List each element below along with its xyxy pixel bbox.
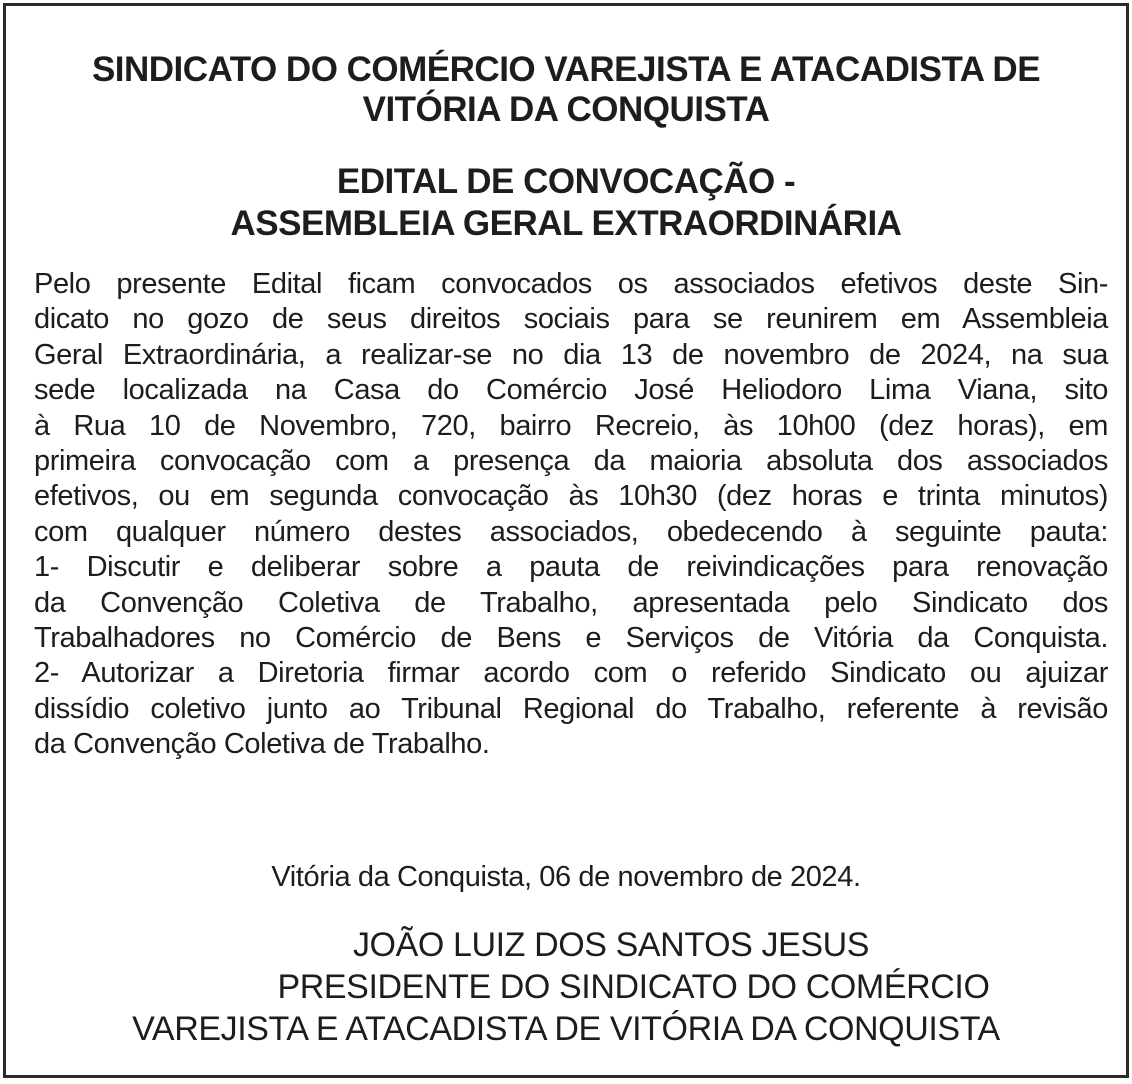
organization-title-line-2: VITÓRIA DA CONQUISTA xyxy=(362,90,770,129)
edital-title-line-1: EDITAL DE CONVOCAÇÃO - xyxy=(336,162,796,201)
agenda-item-1-line: 1- Discutir e deliberar sobre a pauta de reivindicações para renovação xyxy=(34,551,1108,584)
body-line: Pelo presente Edital ficam convocados os associados efetivos deste Sin- xyxy=(34,268,1108,300)
body-line: com qualquer número destes associados, obedecendo à seguinte pauta: xyxy=(34,515,1108,548)
agenda-item-2-line: 2- Autorizar a Diretoria firmar acordo com o referido Sindicato ou ajuizar xyxy=(34,657,1108,690)
body-line: primeira convocação com a presença da maioria absoluta dos associados xyxy=(34,445,1108,478)
agenda-item-2-line: da Convenção Coletiva de Trabalho. xyxy=(34,728,490,761)
place-and-date: Vitória da Conquista, 06 de novembro de 2024. xyxy=(271,861,861,893)
edital-title-line-2: ASSEMBLEIA GERAL EXTRAORDINÁRIA xyxy=(230,204,902,243)
convocation-body xyxy=(34,267,1108,763)
agenda-item-1-line: da Convenção Coletiva de Trabalho, apresentada pelo Sindicato dos xyxy=(34,586,1108,619)
signatory-name: JOÃO LUIZ DOS SANTOS JESUS xyxy=(352,926,870,964)
notice-frame xyxy=(3,3,1129,1078)
edital-title xyxy=(6,161,1126,245)
body-line: à Rua 10 de Novembro, 720, bairro Recreio, às 10h00 (dez horas), em xyxy=(34,409,1108,442)
signatory-role-line-2: VAREJISTA E ATACADISTA DE VITÓRIA DA CONQUISTA xyxy=(132,1010,1000,1048)
signatory-role-line-1: PRESIDENTE DO SINDICATO DO COMÉRCIO xyxy=(277,968,990,1006)
body-line: dicato no gozo de seus direitos sociais para se reunirem em Assembleia xyxy=(34,303,1108,336)
body-line: efetivos, ou em segunda convocação às 10h30 (dez horas e trinta minutos) xyxy=(34,480,1108,513)
body-line: Geral Extraordinária, a realizar-se no dia 13 de novembro de 2024, na sua xyxy=(34,338,1108,371)
agenda-item-2-line: dissídio coletivo junto ao Tribunal Regional do Trabalho, referente à revisão xyxy=(34,692,1108,725)
organization-title-line-1: SINDICATO DO COMÉRCIO VAREJISTA E ATACADISTA DE xyxy=(91,50,1041,89)
agenda-item-1-line: Trabalhadores no Comércio de Bens e Serviços de Vitória da Conquista. xyxy=(34,622,1108,655)
body-line: sede localizada na Casa do Comércio José Heliodoro Lima Viana, sito xyxy=(34,374,1108,407)
signature-block xyxy=(6,924,1126,1050)
organization-title xyxy=(6,50,1126,130)
